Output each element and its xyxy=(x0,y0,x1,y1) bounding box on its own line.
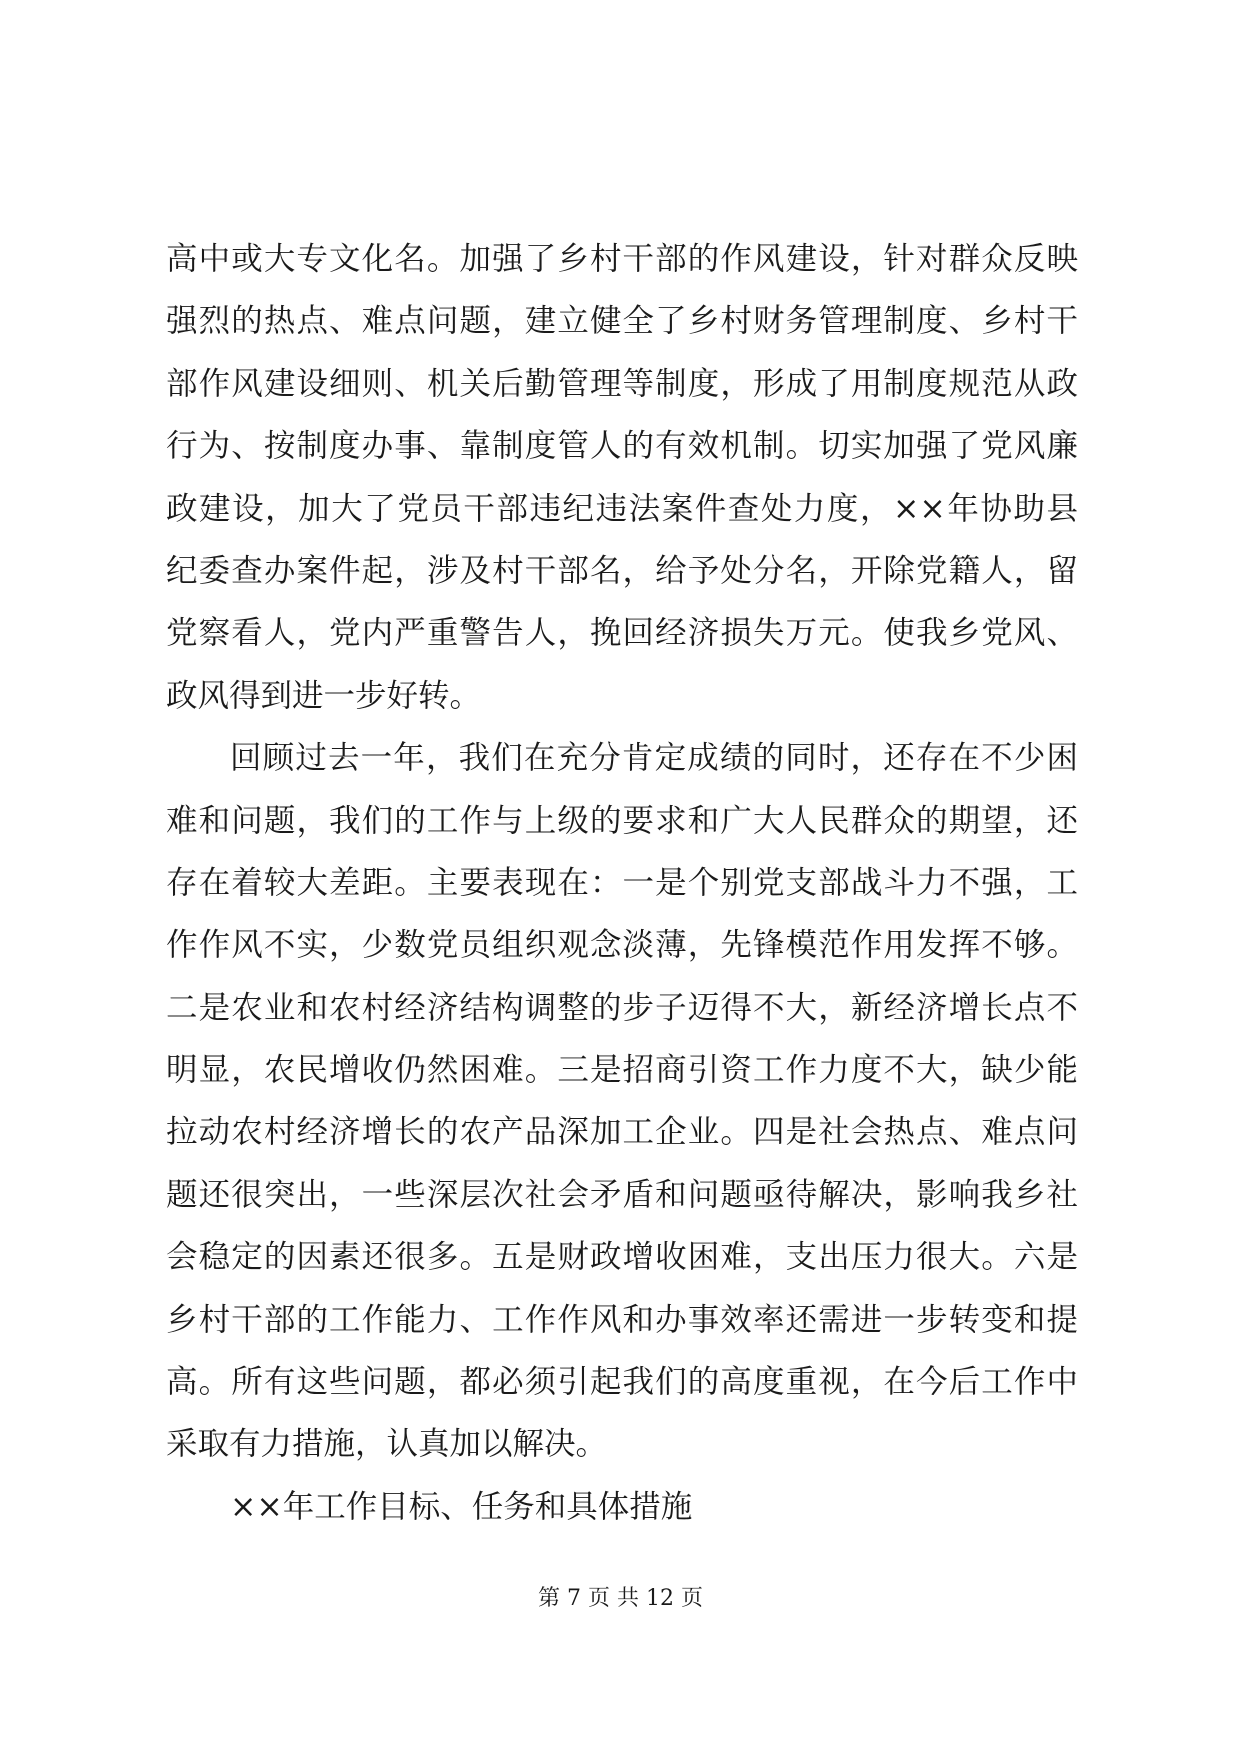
text-line: 作作风不实，少数党员组织观念淡薄，先锋模范作用发挥不够。 xyxy=(166,927,1078,964)
text-line: 难和问题，我们的工作与上级的要求和广大人民群众的期望，还 xyxy=(166,802,1078,839)
text-line: 部作风建设细则、机关后勤管理等制度，形成了用制度规范从政 xyxy=(166,365,1078,402)
text-line: 存在着较大差距。主要表现在：一是个别党支部战斗力不强，工 xyxy=(166,864,1078,901)
text-line: 乡村干部的工作能力、工作作风和办事效率还需进一步转变和提 xyxy=(166,1301,1078,1338)
text-line: 会稳定的因素还很多。五是财政增收困难，支出压力很大。六是 xyxy=(166,1239,1078,1276)
text-line: 二是农业和农村经济结构调整的步子迈得不大，新经济增长点不 xyxy=(166,989,1078,1026)
text-line: 行为、按制度办事、靠制度管人的有效机制。切实加强了党风廉 xyxy=(166,428,1078,465)
text-line: 采取有力措施，认真加以解决。 xyxy=(166,1426,608,1463)
text-line: 高中或大专文化名。加强了乡村干部的作风建设，针对群众反映 xyxy=(166,241,1078,277)
text-line: 强烈的热点、难点问题，建立健全了乡村财务管理制度、乡村干 xyxy=(166,303,1078,340)
text-line: 明显，农民增收仍然困难。三是招商引资工作力度不大，缺少能 xyxy=(166,1052,1078,1089)
text-line: 题还很突出，一些深层次社会矛盾和问题亟待解决，影响我乡社 xyxy=(166,1176,1078,1213)
page-footer: 第 7 页 共 12 页 xyxy=(538,1586,703,1611)
text-line: 党察看人，党内严重警告人，挽回经济损失万元。使我乡党风、 xyxy=(166,615,1078,652)
document-body xyxy=(166,228,1078,1538)
text-line: 回顾过去一年，我们在充分肯定成绩的同时，还存在不少困 xyxy=(230,740,1078,777)
paragraph-problems-review xyxy=(166,727,1078,1476)
text-line: 拉动农村经济增长的农产品深加工企业。四是社会热点、难点问 xyxy=(166,1114,1078,1151)
text-line: 政风得到进一步好转。 xyxy=(166,677,482,714)
text-line: 高。所有这些问题，都必须引起我们的高度重视，在今后工作中 xyxy=(166,1364,1078,1401)
section-heading: ××年工作目标、任务和具体措施 xyxy=(230,1488,693,1525)
text-line: 纪委查办案件起，涉及村干部名，给予处分名，开除党籍人，留 xyxy=(166,552,1078,589)
text-line: 政建设，加大了党员干部违纪违法案件查处力度，××年协助县 xyxy=(166,490,1078,527)
paragraph-cadre-work-style xyxy=(166,228,1078,727)
